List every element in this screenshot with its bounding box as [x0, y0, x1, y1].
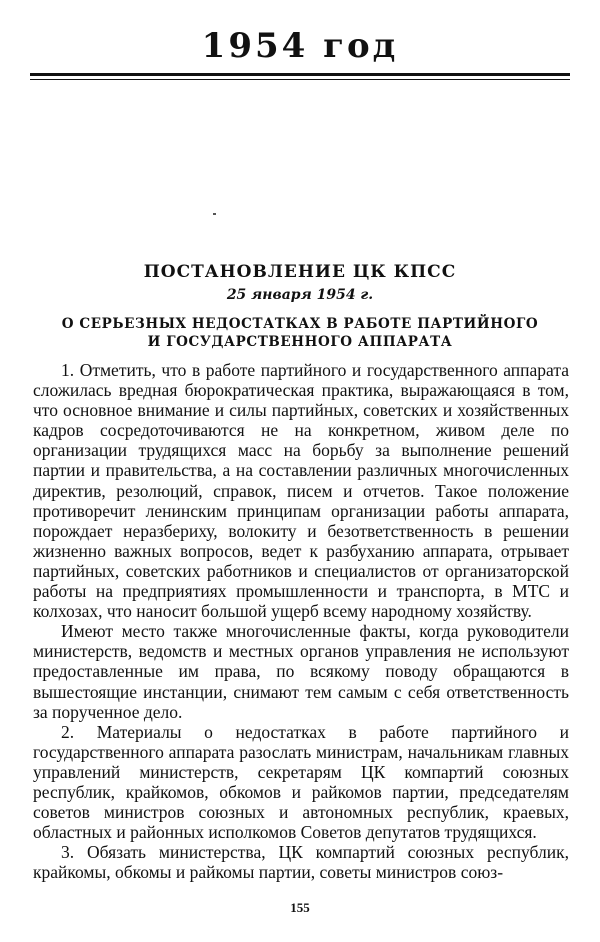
body-paragraph: 2. Материалы о недостатках в работе партийного и государственного аппарата разослать министрам, начальникам главных управлений министерств, секретарям ЦК компартий союзных республик, крайкомов, обкомов и райкомов партии, председателям советов министров союзных и автономных республик, краевых, областных и районных исполкомов Советов депутатов трудящихся. — [33, 721, 569, 843]
document-title-line: О СЕРЬЕЗНЫХ НЕДОСТАТКАХ В РАБОТЕ ПАРТИЙНОГО — [61, 316, 539, 332]
header-rule-thick — [30, 73, 570, 76]
year-heading: 1954 год — [201, 26, 399, 66]
page-number: 155 — [290, 900, 310, 915]
body-paragraph: 3. Обязать министерства, ЦК компартий союзных республик, крайкомы, обкомы и райкомы партии, советы министров союз- — [33, 842, 569, 883]
document-body — [33, 360, 569, 882]
document-title-line: И ГОСУДАРСТВЕННОГО АППАРАТА — [147, 334, 453, 350]
header-rule-thin — [30, 79, 570, 80]
document-type: ПОСТАНОВЛЕНИЕ ЦК КПСС — [143, 262, 457, 282]
print-speck — [213, 213, 216, 215]
document-date: 25 января 1954 г. — [226, 287, 374, 303]
body-paragraph: 1. Отметить, что в работе партийного и государственного аппарата сложилась вредная бюрократическая практика, выражающаяся в том, что основное внимание и силы партийных, советских и хозяйственных кадров сосредоточиваются не на конкретном, живом деле по организации трудящихся масс на борьбу за выполнение решений партии и правительства, а на составлении различных многочисленных директив, резолюций, справок, писем и отчетов. Такое положение противоречит ленинским принципам организации работы аппарата, порождает неразбериху, волокиту и безответственность в решении жизненно важных вопросов, ведет к разбуханию аппарата, отрывает партийных, советских работников и специалистов от организаторской работы на предприятиях промышленности и транспорта, в МТС и колхозах, что наносит большой ущерб всему народному хозяйству. — [33, 360, 569, 622]
body-paragraph: Имеют место также многочисленные факты, когда руководители министерств, ведомств и местных органов управления не используют предоставленные им права, по всякому поводу обращаются в вышестоящие инстанции, снимают тем самым с себя ответственность за порученное дело. — [33, 621, 569, 722]
document-title — [0, 315, 600, 351]
